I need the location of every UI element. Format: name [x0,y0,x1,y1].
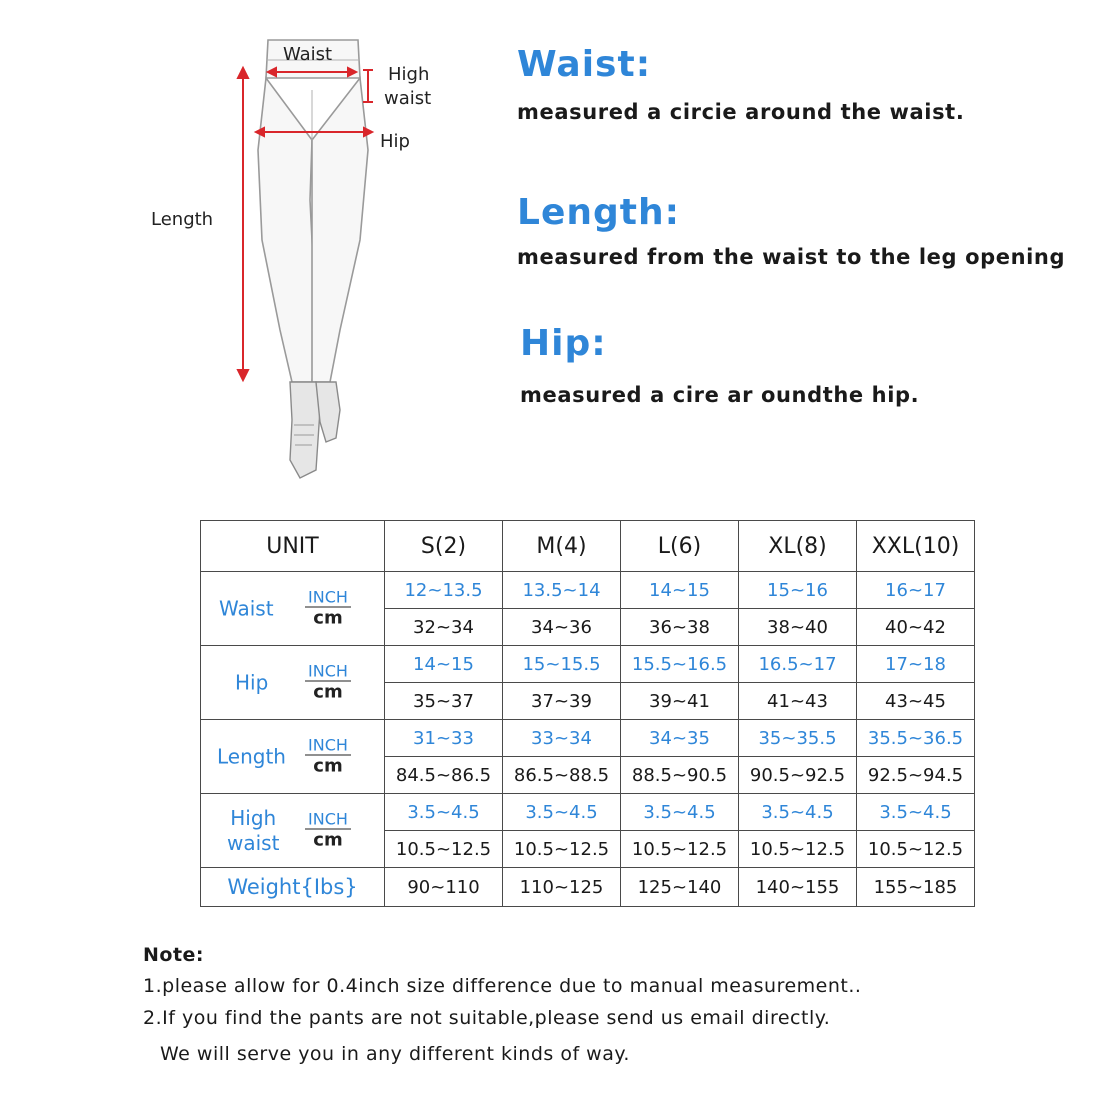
table-cell: 84.5~86.5 [385,757,503,794]
table-cell: 3.5~4.5 [385,794,503,831]
table-cell: 92.5~94.5 [857,757,975,794]
table-cell: 38~40 [739,609,857,646]
header-size-xxl: XXL(10) [857,521,975,572]
table-cell: 34~36 [503,609,621,646]
table-cell: 15.5~16.5 [621,646,739,683]
note-line-1: 1.please allow for 0.4inch size difference due to manual measurement.. [143,975,862,997]
row-label-text: Waist [219,596,274,620]
table-cell: 40~42 [857,609,975,646]
table-cell: 35~37 [385,683,503,720]
header-unit: UNIT [201,521,385,572]
note-line-2: 2.If you find the pants are not suitable,please send us email directly. [143,1007,831,1029]
unit-inch: INCH [305,736,351,755]
table-cell: 140~155 [739,868,857,907]
size-chart-table [200,520,975,907]
table-row [201,868,975,907]
unit-cm: cm [313,755,343,776]
table-cell: 35~35.5 [739,720,857,757]
row-label-length [201,720,385,794]
table-cell: 88.5~90.5 [621,757,739,794]
table-cell: 16.5~17 [739,646,857,683]
row-label-waist [201,572,385,646]
table-cell: 39~41 [621,683,739,720]
unit-fraction [305,810,351,851]
table-cell: 90.5~92.5 [739,757,857,794]
header-size-l: L(6) [621,521,739,572]
table-cell: 14~15 [385,646,503,683]
high-waist-label-line2: waist [384,88,432,109]
table-cell: 3.5~4.5 [503,794,621,831]
row-label-text: Length [217,744,286,768]
length-definition-text: measured from the waist to the leg opening [517,245,1066,269]
unit-fraction [305,588,351,629]
table-cell: 37~39 [503,683,621,720]
table-cell: 15~15.5 [503,646,621,683]
table-header-row [201,521,975,572]
waist-label: Waist [283,44,333,65]
unit-inch: INCH [305,810,351,829]
row-label-high-waist [201,794,385,868]
row-label-text [227,806,279,856]
note-line-3: We will serve you in any different kinds of way. [160,1043,630,1065]
table-cell: 32~34 [385,609,503,646]
row-label-text: Weight{Ibs} [227,875,358,899]
table-cell: 125~140 [621,868,739,907]
table-row [201,646,975,683]
table-cell: 43~45 [857,683,975,720]
table-row [201,794,975,831]
table-cell: 31~33 [385,720,503,757]
unit-cm: cm [313,607,343,628]
row-label-hip [201,646,385,720]
table-cell: 35.5~36.5 [857,720,975,757]
row-label-weight [201,868,385,907]
table-cell: 15~16 [739,572,857,609]
table-cell: 10.5~12.5 [621,831,739,868]
table-cell: 41~43 [739,683,857,720]
table-cell: 17~18 [857,646,975,683]
table-cell: 34~35 [621,720,739,757]
waist-definition-text: measured a circie around the waist. [517,100,965,124]
table-cell: 86.5~88.5 [503,757,621,794]
unit-fraction [305,736,351,777]
table-cell: 3.5~4.5 [739,794,857,831]
table-cell: 14~15 [621,572,739,609]
header-size-xl: XL(8) [739,521,857,572]
header-size-m: M(4) [503,521,621,572]
table-cell: 155~185 [857,868,975,907]
row-label-line2: waist [227,830,280,855]
row-label-line1: High [230,805,277,830]
unit-cm: cm [313,681,343,702]
note-title: Note: [143,944,205,966]
hip-definition-text: measured a cire ar oundthe hip. [520,383,920,407]
table-cell: 16~17 [857,572,975,609]
table-cell: 3.5~4.5 [621,794,739,831]
header-size-s: S(2) [385,521,503,572]
table-cell: 12~13.5 [385,572,503,609]
length-label: Length [151,209,214,230]
high-waist-label-line1: High [388,64,430,85]
table-row [201,720,975,757]
table-cell: 13.5~14 [503,572,621,609]
table-cell: 10.5~12.5 [739,831,857,868]
hip-label: Hip [380,131,410,152]
table-row [201,572,975,609]
row-label-text: Hip [235,670,269,694]
waist-definition-title: Waist: [517,44,652,85]
table-cell: 33~34 [503,720,621,757]
unit-cm: cm [313,829,343,850]
hip-definition-title: Hip: [520,323,607,364]
table-cell: 90~110 [385,868,503,907]
table-cell: 3.5~4.5 [857,794,975,831]
length-definition-title: Length: [517,192,680,233]
unit-fraction [305,662,351,703]
table-cell: 10.5~12.5 [503,831,621,868]
table-cell: 110~125 [503,868,621,907]
unit-inch: INCH [305,588,351,607]
table-cell: 10.5~12.5 [857,831,975,868]
unit-inch: INCH [305,662,351,681]
table-cell: 10.5~12.5 [385,831,503,868]
leggings-illustration [140,30,470,490]
table-cell: 36~38 [621,609,739,646]
